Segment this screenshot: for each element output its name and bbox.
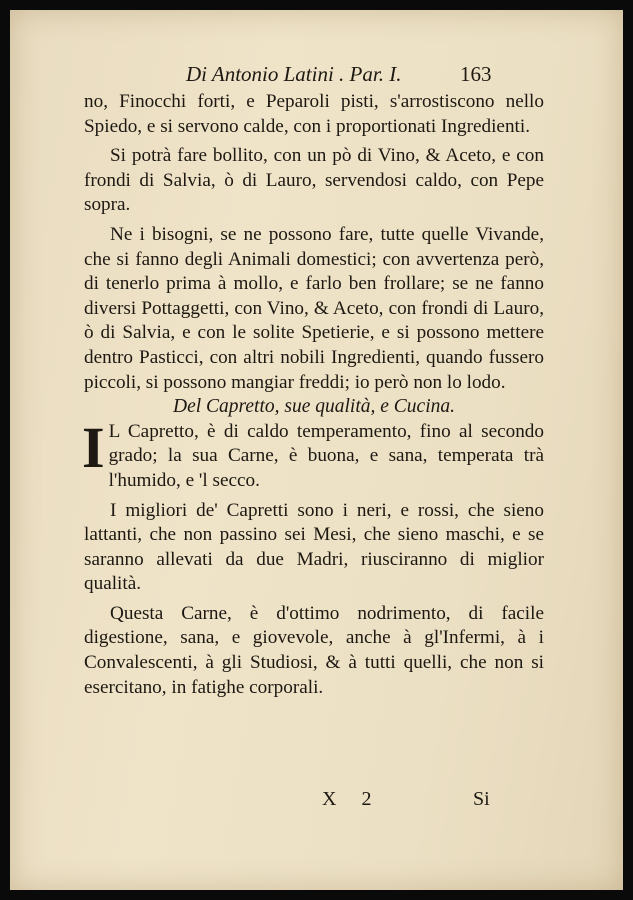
paragraph-carne: Questa Carne, è d'ottimo nodrimento, di facile digestione, sana, e giovevole, anche à gl'Infermi, à i Convalescenti, à gli Studiosi, & à tutti quelli, che non si esercitano, in fatighe corporali. xyxy=(84,602,544,698)
signature-mark: X 2 xyxy=(322,788,382,810)
drop-cap-initial: I xyxy=(82,414,105,480)
body-text xyxy=(84,90,544,700)
paragraph-continuation: no, Finocchi forti, e Peparoli pisti, s'arrostiscono nello Spiedo, e si servono calde, con i proportionati Ingredienti. xyxy=(84,91,544,137)
paragraph-bisogni: Ne i bisogni, se ne possono fare, tutte quelle Vivande, che si fanno degli Animali domestici; con avvertenza però, di tenerlo prima à mollo, e farlo ben frollare; se ne fanno diversi Pottaggetti, con Vino, & Aceto, con frondi di Lauro, ò di Salvia, e con le solite Spetierie, e si possono mettere dentro Pasticci, con altri nobili Ingredienti, quando fussero piccoli, si possono mangiar freddi; io però non lo lodo. xyxy=(84,223,544,393)
paragraph-migliori: I migliori de' Capretti sono i neri, e rossi, che sieno lattanti, che non passino sei Mesi, che sieno maschi, e se saranno allevati da due Madri, riusciranno di miglior qualità. xyxy=(84,499,544,595)
page-header xyxy=(10,62,623,88)
catchword: Si xyxy=(473,788,490,810)
book-page xyxy=(10,10,623,890)
running-head: Di Antonio Latini . Par. I. xyxy=(186,62,402,86)
page-number: 163 xyxy=(460,62,492,86)
paragraph-bollito: Si potrà fare bollito, con un pò di Vino, & Aceto, e con frondi di Salvia, ò di Lauro, servendosi caldo, con Pepe sopra. xyxy=(84,145,544,216)
section-heading: Del Capretto, sue qualità, e Cucina. xyxy=(173,396,455,418)
paragraph-capretto xyxy=(82,414,544,494)
paragraph-capretto-text: L Capretto, è di caldo temperamento, fino al secondo grado; la sua Carne, è buona, e sana, temperata trà l'humido, e 'l secco. xyxy=(108,420,544,491)
page-footer xyxy=(10,788,623,814)
